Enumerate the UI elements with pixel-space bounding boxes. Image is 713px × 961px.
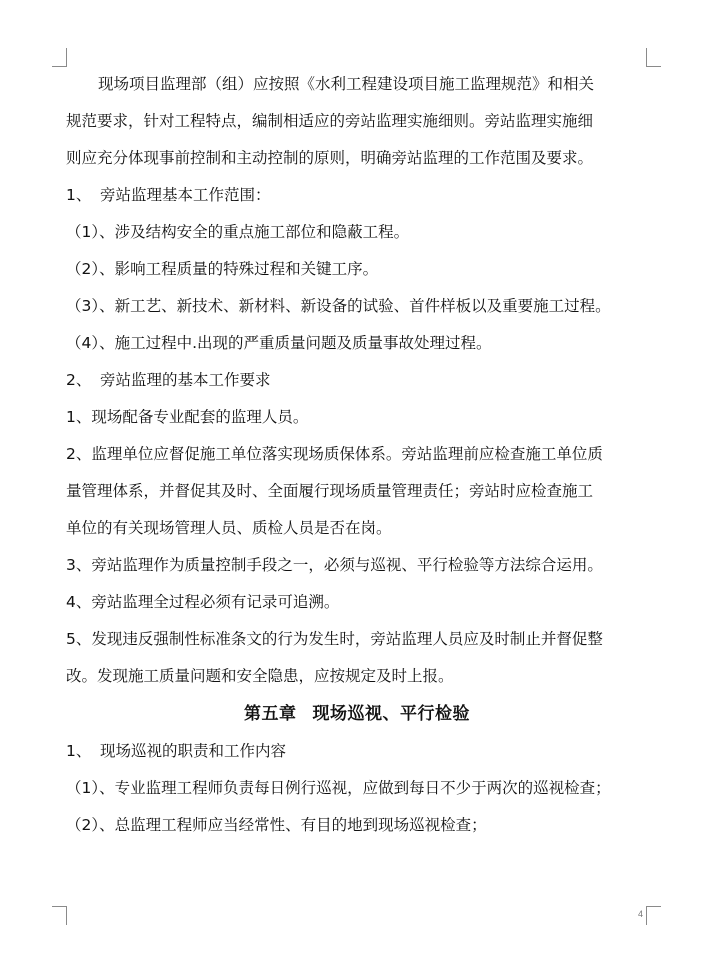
crop-mark-top-right: [646, 48, 661, 67]
section-2-item-1: 1、现场配备专业配套的监理人员。: [66, 408, 309, 426]
document-body: [66, 66, 648, 844]
section-1-item-2: （2）、影响工程质量的特殊过程和关键工序。: [66, 260, 379, 278]
section-1-item-3: （3）、新工艺、新技术、新材料、新设备的试验、首件样板以及重要施工过程。: [66, 297, 611, 315]
section-2-item-5-line-1: 5、发现违反强制性标准条文的行为发生时，旁站监理人员应及时制止并督促整: [66, 630, 603, 648]
section-3-number: 1、: [66, 742, 92, 760]
section-2-item-3: 3、旁站监理作为质量控制手段之一，必须与巡视、平行检验等方法综合运用。: [66, 556, 603, 574]
section-2-item-5-line-2: 改。发现施工质量问题和安全隐患，应按规定及时上报。: [66, 667, 454, 685]
section-3-heading: [66, 733, 648, 770]
crop-mark-bottom-right: [646, 906, 661, 925]
section-1-item-1: （1）、涉及结构安全的重点施工部位和隐蔽工程。: [66, 223, 410, 241]
intro-paragraph-line-1: 现场项目监理部（组）应按照《水利工程建设项目施工监理规范》和相关: [98, 75, 595, 93]
section-1-title: 旁站监理基本工作范围：: [100, 186, 271, 204]
section-1-number: 1、: [66, 186, 92, 204]
section-2-title: 旁站监理的基本工作要求: [100, 371, 271, 389]
section-2-item-2-line-3: 单位的有关现场管理人员、质检人员是否在岗。: [66, 519, 392, 537]
crop-mark-bottom-left: [52, 906, 67, 925]
section-2-heading: [66, 362, 648, 399]
section-3-item-1: （1）、专业监理工程师负责每日例行巡视，应做到每日不少于两次的巡视检查；: [66, 779, 611, 797]
section-2-item-2-line-2: 量管理体系，并督促其及时、全面履行现场质量管理责任；旁站时应检查施工: [66, 482, 594, 500]
section-3-item-2: （2）、总监理工程师应当经常性、有目的地到现场巡视检查；: [66, 816, 487, 834]
section-1-heading: [66, 177, 648, 214]
crop-mark-top-left: [52, 48, 67, 67]
page-number: 4: [638, 909, 644, 919]
chapter-heading: [66, 695, 648, 733]
intro-paragraph-line-2: 规范要求，针对工程特点，编制相适应的旁站监理实施细则。旁站监理实施细: [66, 112, 594, 130]
section-2-item-2-line-1: 2、监理单位应督促施工单位落实现场质保体系。旁站监理前应检查施工单位质: [66, 445, 603, 463]
section-2-item-4: 4、旁站监理全过程必须有记录可追溯。: [66, 593, 340, 611]
section-2-number: 2、: [66, 371, 92, 389]
section-1-item-4: （4）、施工过程中.出现的严重质量问题及质量事故处理过程。: [66, 334, 492, 352]
intro-paragraph-line-3: 则应充分体现事前控制和主动控制的原则，明确旁站监理的工作范围及要求。: [66, 149, 594, 167]
chapter-label: 第五章: [244, 704, 297, 724]
chapter-title: 现场巡视、平行检验: [312, 704, 470, 724]
section-3-title: 现场巡视的职责和工作内容: [100, 742, 287, 760]
